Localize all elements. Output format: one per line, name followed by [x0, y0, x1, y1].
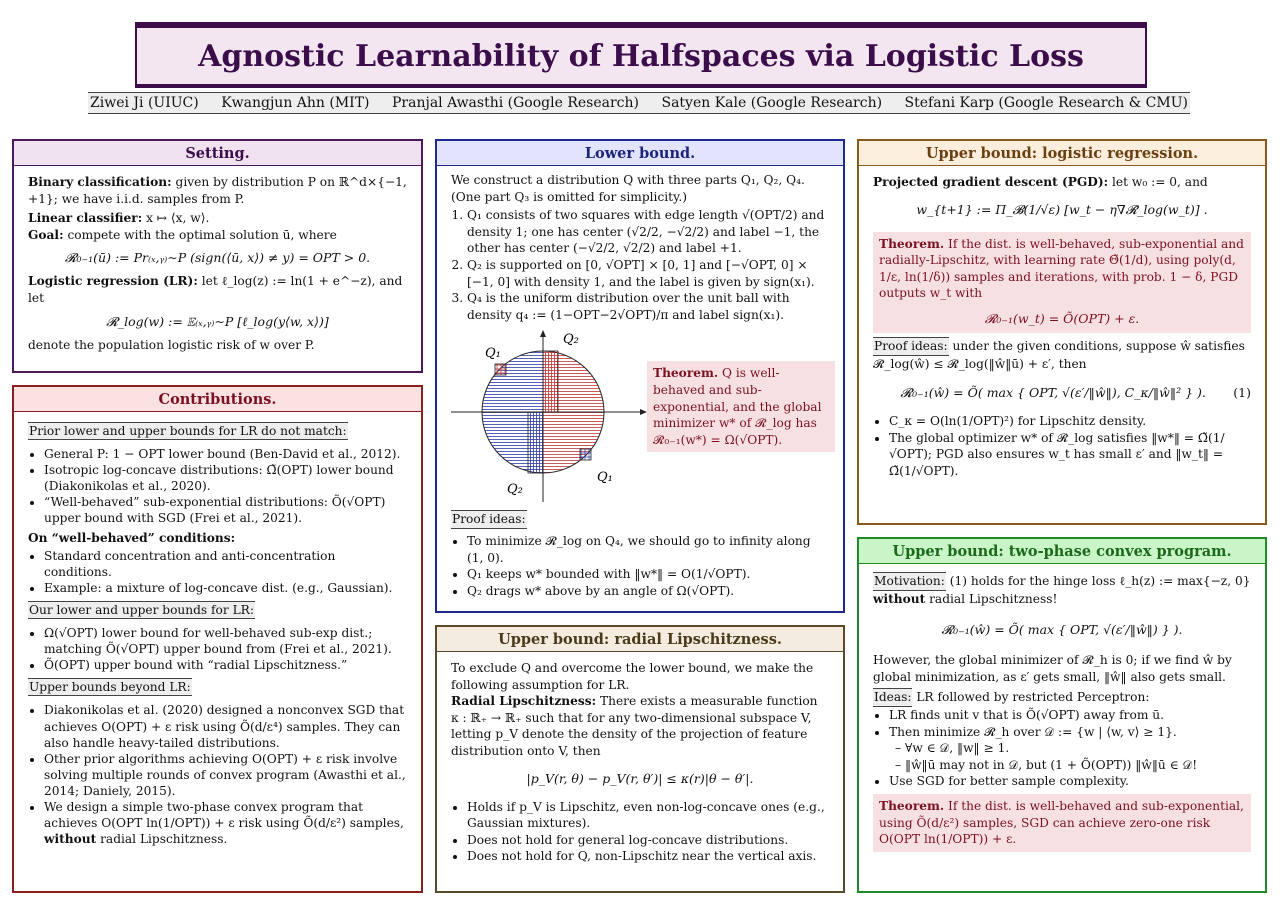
list-item: • The global optimizer w* of 𝓡_log satisfies ‖w*‖ = Ω̃(1/√OPT); PGD also ensures w_t has small ε′ and ‖w_t‖ = Ω̃(1/√OPT). [889, 430, 1251, 480]
list-item: • General P: 1 − OPT lower bound (Ben-David et al., 2012). [44, 446, 407, 462]
goal: Goal: compete with the optimal solution ū, where [28, 227, 337, 242]
list-item: • Ω(√OPT) lower bound for well-behaved sub-exp dist.; matching Õ(√OPT) upper bound from (Frei et al., 2021). [44, 625, 407, 657]
list-item: • Use SGD for better sample complexity. [889, 773, 1251, 790]
list-item: • LR finds unit v that is Õ(√OPT) away from ū. [889, 707, 1251, 724]
y-axis-arrow [540, 330, 546, 337]
logistic-list [873, 413, 1251, 479]
logistic-theorem-equation: 𝓡₀₋₁(w_t) = Õ(OPT) + ε. [984, 310, 1140, 326]
zero-one-bound-equation: 𝓡₀₋₁(ŵ) = Õ( max { OPT, √(ε′/‖ŵ‖), C_κ/‖ŵ‖² } ). (1) [900, 385, 1251, 401]
two-phase-header: Upper bound: two-phase convex program. [859, 539, 1265, 564]
prior-bounds-list [28, 446, 407, 526]
list-item: • Õ(OPT) upper bound with “radial Lipschitzness.” [44, 657, 407, 673]
two-phase-theorem: Theorem. If the dist. is well-behaved and sub-exponential, using Õ(d/ε²) samples, SGD can achieve zero-one risk O(OPT ln(1/OPT)) + ε. [873, 794, 1251, 852]
ideas-list [873, 707, 1251, 790]
setting-closing: denote the population logistic risk of w over P. [28, 337, 315, 352]
well-behaved-label: On “well-behaved” conditions: [28, 530, 236, 545]
logistic-upper-section [857, 139, 1267, 525]
logistic-header: Upper bound: logistic regression. [859, 141, 1265, 166]
construction-list [451, 207, 829, 323]
list-item: • Then minimize 𝓡_h over 𝒟 := {w | ⟨w, v⟩ ≥ 1}. – ∀w ∈ 𝒟, ‖w‖ ≥ 1. – ‖ŵ‖ū may not in 𝒟, but (1 + Õ(OPT)) ‖ŵ‖ū ∈ 𝒟! [889, 724, 1251, 774]
subheading: Prior lower and upper bounds for LR do not match: [28, 422, 348, 440]
x-axis-arrow [640, 409, 647, 415]
q2-top-region [543, 351, 558, 412]
setting-section [12, 139, 423, 373]
q2-top-label: Q₂ [563, 332, 579, 348]
subheading: Proof ideas: [451, 510, 527, 529]
zero-one-risk-equation: 𝓡₀₋₁(ū) := Pr₍ₓ,ᵧ₎∼P (sign(⟨ū, x⟩) ≠ y) = OPT > 0. [64, 250, 371, 266]
setting-header: Setting. [14, 141, 421, 166]
author-list [88, 92, 1190, 114]
equation-number: (1) [1233, 385, 1251, 401]
well-behaved-list [28, 548, 407, 596]
list-item: • We design a simple two-phase convex program that achieves O(OPT ln(1/OPT)) + ε risk using Õ(d/ε²) samples, without radial Lipschitzness. [44, 799, 407, 847]
author: Kwangjun Ahn (MIT) [221, 95, 370, 111]
radial-equation: |p_V(r, θ) − p_V(r, θ′)| ≤ κ(r)|θ − θ′|. [526, 770, 754, 786]
sub-item: – ∀w ∈ 𝒟, ‖w‖ ≥ 1. [895, 741, 1010, 756]
list-item: • Diakonikolas et al. (2020) designed a nonconvex SGD that achieves O(OPT) + ε risk using Õ(d/ε⁴) samples. They can also handle heavy-tailed distributions. [44, 702, 407, 750]
author: Pranjal Awasthi (Google Research) [392, 95, 639, 111]
list-item: 2. Q₂ is supported on [0, √OPT] × [0, 1] and [−√OPT, 0] × [−1, 0] with density 1, and the label is given by sign(x₁). [467, 257, 829, 290]
subheading: Our lower and upper bounds for LR: [28, 601, 255, 619]
list-item: • Isotropic log-concave distributions: Ω̃(OPT) lower bound (Diakonikolas et al., 2020). [44, 462, 407, 494]
linear-classifier: Linear classifier: x ↦ ⟨x, w⟩. [28, 211, 210, 226]
lower-proof-list [451, 533, 829, 599]
beyond-lr-list [28, 702, 407, 847]
q1-bottom-label: Q₁ [597, 470, 613, 486]
lower-bound-section [435, 139, 845, 613]
list-item: • Holds if p_V is Lipschitz, even non-log-concave ones (e.g., Gaussian mixtures). [467, 799, 829, 832]
logistic-proof: Proof ideas: under the given conditions, suppose ŵ satisfies 𝓡_log(ŵ) ≤ 𝓡_log(‖ŵ‖ū) + ε′, then [873, 338, 1245, 371]
logistic-theorem: Theorem. If the dist. is well-behaved, sub-exponential and radially-Lipschitz, with learning rate Θ̃(1/d), using poly(d, 1/ε, ln(1/δ)) samples and iterations, with prob. 1 − δ, PGD outputs w_t with 𝓡₀₋₁(w_t) = Õ(OPT) + ε. [873, 232, 1251, 333]
pgd-definition: Projected gradient descent (PGD): let w₀ := 0, and [873, 175, 1208, 189]
list-item: • To minimize 𝓡_log on Q₄, we should go to infinity along (1, 0). [467, 533, 829, 566]
our-bounds-list [28, 625, 407, 673]
contributions-section [12, 385, 423, 893]
list-item: • Does not hold for Q, non-Lipschitz near the vertical axis. [467, 848, 829, 865]
lower-bound-header: Lower bound. [437, 141, 843, 166]
sub-item: – ‖ŵ‖ū may not in 𝒟, but (1 + Õ(OPT)) ‖ŵ‖ū ∈ 𝒟! [895, 757, 1198, 772]
list-item: • “Well-behaved” sub-exponential distributions: Õ(√OPT) upper bound with SGD (Frei et al., 2021). [44, 494, 407, 526]
ideas: Ideas: LR followed by restricted Perceptron: [873, 688, 1251, 707]
author: Stefani Karp (Google Research & CMU) [904, 95, 1188, 111]
list-item: 3. Q₄ is the uniform distribution over the unit ball with density q₄ := (1−OPT−2√OPT)/π and label sign(x₁). [467, 290, 829, 323]
distribution-figure [451, 327, 651, 502]
pgd-update-equation: w_{t+1} := Π_𝓑(1/√ε) [w_t − η∇𝓡̂_log(w_t)] . [916, 201, 1208, 217]
list-item: • Q₂ drags w* above by an angle of Ω(√OPT). [467, 583, 829, 600]
q1-bottom-square [580, 449, 591, 460]
q2-bottom-label: Q₂ [507, 482, 523, 498]
list-item: • Standard concentration and anti-concentration conditions. [44, 548, 407, 580]
list-item: • Q₁ keeps w* bounded with ‖w*‖ = O(1/√OPT). [467, 566, 829, 583]
q1-top-square [495, 364, 506, 375]
hinge-bound-equation: 𝓡₀₋₁(ŵ) = Õ( max { OPT, √(ε′/‖ŵ‖) } ). [941, 622, 1183, 638]
list-item: • C_κ = O(ln(1/OPT)²) for Lipschitz density. [889, 413, 1251, 430]
lower-bound-theorem: Theorem. Q is well-behaved and sub-exponential, and the global minimizer w* of 𝓡_log has 𝓡₀₋₁(w*) = Ω(√OPT). [647, 361, 835, 452]
list-item: • Other prior algorithms achieving O(OPT) + ε risk involve solving multiple rounds of convex program (Awasthi et al., 2014; Daniely, 2015). [44, 751, 407, 799]
radial-lipschitz-section [435, 625, 845, 893]
poster-title: Agnostic Learnability of Halfspaces via Logistic Loss [198, 38, 1084, 74]
author: Satyen Kale (Google Research) [661, 95, 883, 111]
sub-list [889, 740, 1251, 773]
logistic-risk-equation: 𝓡_log(w) := 𝔼₍ₓ,ᵧ₎∼P [ℓ_log(y⟨w, x⟩)] [106, 313, 329, 329]
logistic-regression: Logistic regression (LR): let ℓ_log(z) := ln(1 + e^−z), and let [28, 274, 403, 305]
global-minimizer-para: However, the global minimizer of 𝓡_h is 0; if we find ŵ by global minimization, as ε′ gets small, ‖ŵ‖ also gets small. [873, 653, 1232, 684]
radial-definition: Radial Lipschitzness: There exists a measurable function κ : ℝ₊ → ℝ₊ such that for any two-dimensional subspace V, letting p_V denote the density of the projection of feature distribution onto V, then [451, 694, 818, 758]
author: Ziwei Ji (UIUC) [90, 95, 199, 111]
distribution-diagram [451, 327, 829, 502]
motivation: Motivation: (1) holds for the hinge loss ℓ_h(z) := max{−z, 0} without radial Lipschitzness! [873, 574, 1251, 606]
radial-list [451, 799, 829, 865]
radial-header: Upper bound: radial Lipschitzness. [437, 627, 843, 652]
poster-title-banner [135, 22, 1147, 88]
binary-classification: Binary classification: given by distribution P on ℝ^d×{−1, +1}; we have i.i.d. samples from P. [28, 175, 407, 206]
list-item: • Does not hold for general log-concave distributions. [467, 832, 829, 849]
radial-intro: To exclude Q and overcome the lower bound, we make the following assumption for LR. [451, 661, 814, 692]
list-item: • Example: a mixture of log-concave dist. (e.g., Gaussian). [44, 580, 407, 596]
lower-bound-intro: We construct a distribution Q with three parts Q₁, Q₂, Q₄. (One part Q₃ is omitted for simplicity.) [451, 173, 805, 204]
two-phase-section [857, 537, 1267, 893]
list-item: 1. Q₁ consists of two squares with edge length √(OPT/2) and density 1; one has center (√2/2, −√2/2) and label −1, the other has center (−√2/2, √2/2) and label +1. [467, 207, 829, 257]
q2-bottom-region [528, 412, 543, 473]
q1-top-label: Q₁ [485, 346, 501, 362]
subheading: Upper bounds beyond LR: [28, 678, 192, 696]
contributions-header: Contributions. [14, 387, 421, 412]
